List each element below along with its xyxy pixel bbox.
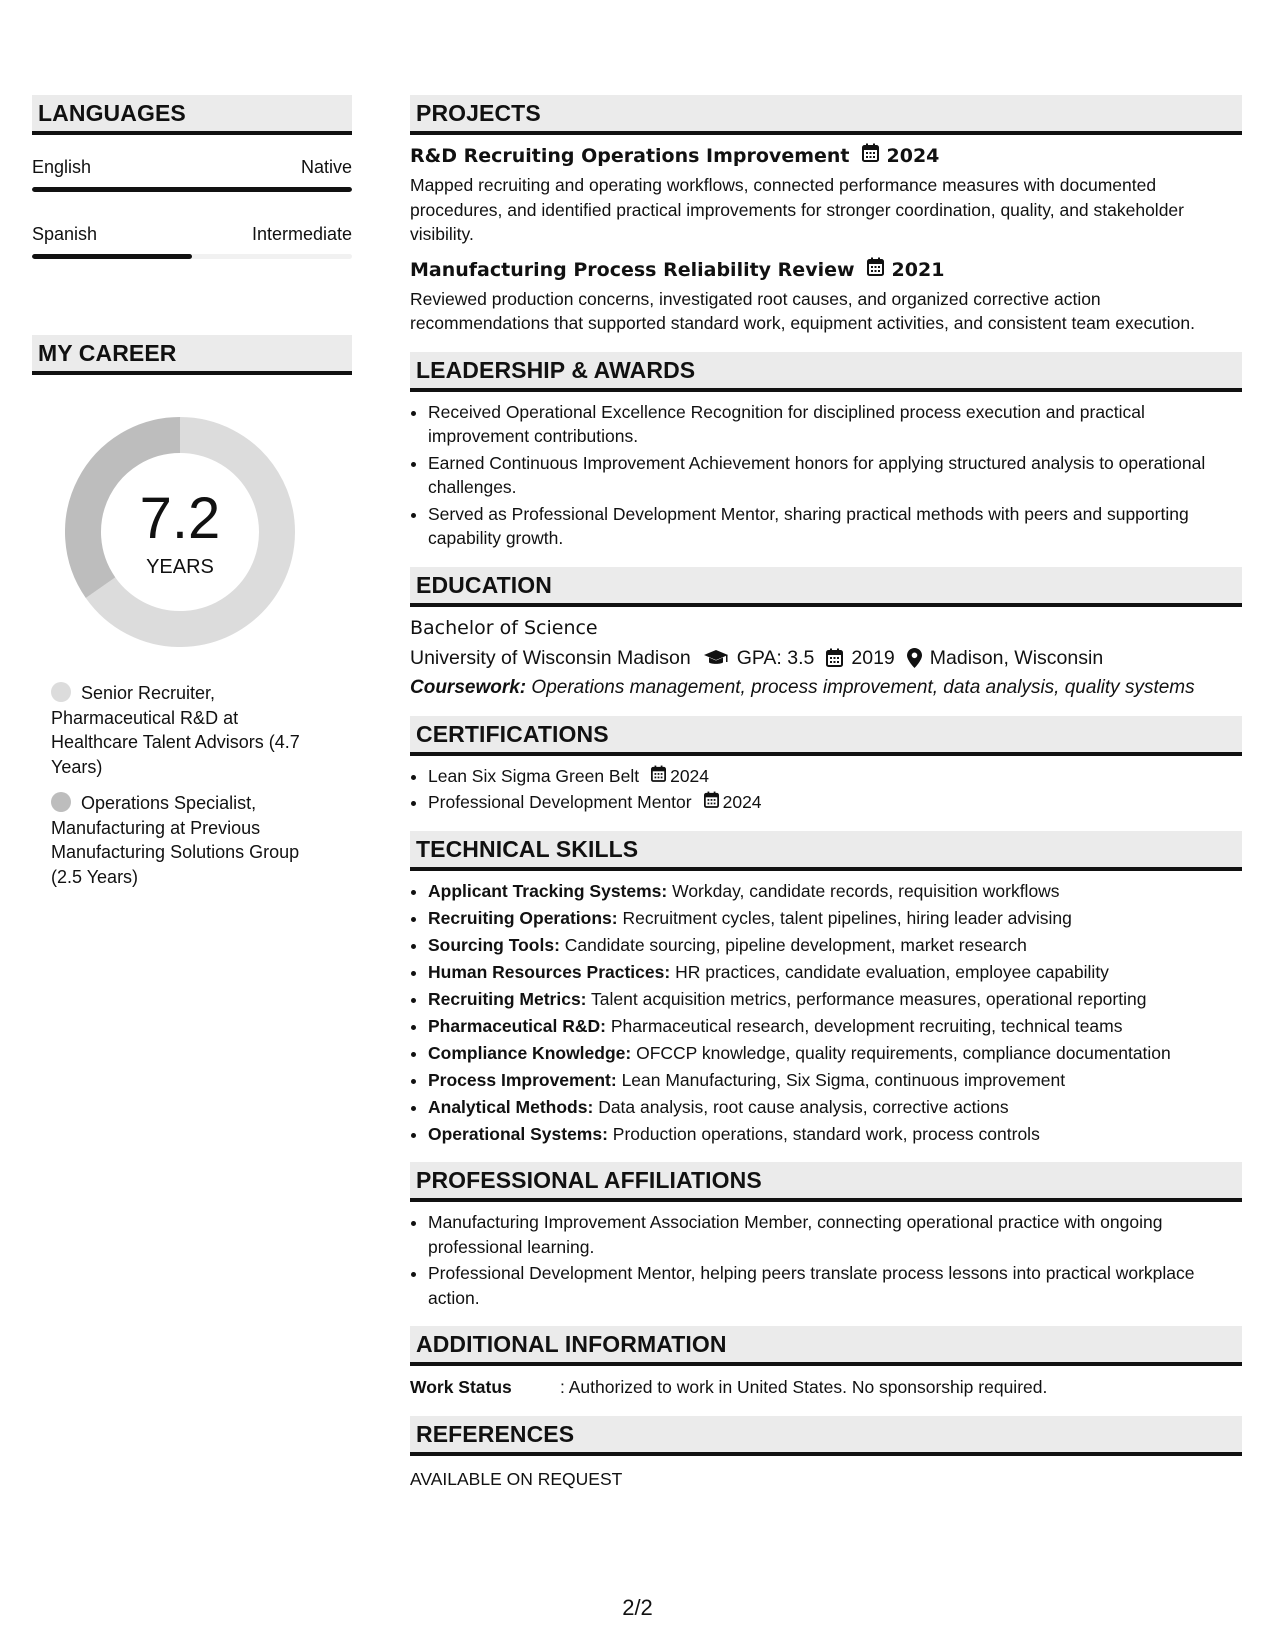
skill-item [428, 1095, 1242, 1120]
skill-item [428, 987, 1242, 1012]
skill-label: Compliance Knowledge: [428, 1042, 632, 1063]
project-item [410, 257, 1242, 336]
language-name: English [32, 157, 92, 177]
skill-item [428, 960, 1242, 985]
location-pin-icon [907, 648, 922, 668]
language-proficiency-fill [32, 254, 192, 259]
education-details [410, 644, 1242, 672]
language-proficiency-bar [32, 187, 352, 192]
skill-label: Human Resources Practices: [428, 961, 671, 982]
certification-year: 2024 [722, 792, 762, 812]
skills-list [410, 879, 1242, 1147]
skill-value: Production operations, standard work, process controls [612, 1123, 1040, 1144]
language-name: Spanish [32, 224, 98, 244]
skill-item [428, 1122, 1242, 1147]
skill-label: Recruiting Metrics: [428, 988, 587, 1009]
project-description: Mapped recruiting and operating workflows, connected performance measures with documented procedures, and identified practical improvements for stronger coordination, quality, and stakeholder visibility. [410, 175, 1184, 244]
calendar-icon [862, 143, 879, 169]
skill-value: OFCCP knowledge, quality requirements, compliance documentation [636, 1042, 1171, 1063]
skill-item [428, 1041, 1242, 1066]
right-column [410, 95, 1242, 1492]
skills-heading: TECHNICAL SKILLS [410, 831, 1242, 871]
skill-value: Workday, candidate records, requisition workflows [672, 880, 1060, 901]
coursework-label: Coursework: [410, 676, 527, 698]
certifications-list [410, 764, 1242, 815]
career-legend-item [51, 791, 321, 889]
list-item: • Manufacturing Improvement Association Member, connecting operational practice with ongoing professional learning. [428, 1210, 1242, 1259]
skill-label: Sourcing Tools: [428, 934, 560, 955]
left-column [32, 95, 352, 901]
skill-value: Lean Manufacturing, Six Sigma, continuous improvement [621, 1069, 1066, 1090]
skill-value: Recruitment cycles, talent pipelines, hiring leader advising [622, 907, 1072, 928]
project-item [410, 143, 1242, 247]
gpa: GPA: 3.5 [736, 646, 815, 669]
references-text: AVAILABLE ON REQUEST [410, 1469, 623, 1489]
skill-label: Operational Systems: [428, 1123, 608, 1144]
certifications-heading: CERTIFICATIONS [410, 716, 1242, 756]
career-role-text: Senior Recruiter, Pharmaceutical R&D at Healthcare Talent Advisors (4.7 Years) [51, 683, 300, 777]
references-heading: REFERENCES [410, 1416, 1242, 1456]
career-legend [32, 681, 352, 889]
calendar-icon [651, 764, 666, 789]
skill-label: Pharmaceutical R&D: [428, 1015, 606, 1036]
projects-heading: PROJECTS [410, 95, 1242, 135]
degree: Bachelor of Science [410, 616, 598, 639]
calendar-icon [704, 790, 719, 815]
project-description: Reviewed production concerns, investigated root causes, and organized corrective action recommendations that supported standard work, equipment activities, and consistent team execution. [410, 288, 1196, 333]
project-year: 2021 [891, 258, 945, 281]
education-heading: EDUCATION [410, 567, 1242, 607]
skill-value: Talent acquisition metrics, performance measures, operational reporting [591, 988, 1147, 1009]
languages-heading: LANGUAGES [32, 95, 352, 135]
skill-value: HR practices, candidate evaluation, employee capability [675, 961, 1109, 982]
skill-item [428, 1068, 1242, 1093]
skill-label: Process Improvement: [428, 1069, 617, 1090]
career-role-text: Operations Specialist, Manufacturing at Previous Manufacturing Solutions Group (2.5 Years) [51, 793, 300, 887]
skill-item [428, 1014, 1242, 1039]
skill-value: Data analysis, root cause analysis, corrective actions [598, 1096, 1009, 1117]
language-proficiency-bar [32, 254, 352, 259]
work-status-label: Work Status [410, 1377, 512, 1397]
affiliations-list [410, 1210, 1242, 1310]
school-location: Madison, Wisconsin [929, 646, 1104, 669]
skill-value: Candidate sourcing, pipeline development, market research [564, 934, 1027, 955]
project-title: Manufacturing Process Reliability Review [410, 258, 855, 281]
career-heading: MY CAREER [32, 335, 352, 375]
career-total-years: 7.2 [139, 486, 221, 551]
calendar-icon [867, 257, 884, 283]
language-proficiency-fill [32, 187, 352, 192]
project-title: R&D Recruiting Operations Improvement [410, 145, 850, 167]
list-item: • Earned Continuous Improvement Achievement honors for applying structured analysis to operational challenges. [428, 451, 1242, 500]
career-donut-chart [65, 417, 295, 647]
skill-label: Analytical Methods: [428, 1096, 594, 1117]
work-status [410, 1374, 1242, 1400]
skill-item [428, 933, 1242, 958]
legend-dot-icon [51, 792, 71, 812]
graduation-year: 2019 [851, 646, 895, 669]
skill-item [428, 906, 1242, 931]
certification-name: • Professional Development Mentor [428, 792, 692, 812]
calendar-icon [826, 648, 843, 667]
skill-value: Pharmaceutical research, development recruiting, technical teams [610, 1015, 1123, 1036]
affiliations-heading: PROFESSIONAL AFFILIATIONS [410, 1162, 1242, 1202]
language-level: Native [300, 157, 352, 177]
list-item: • Professional Development Mentor, helping peers translate process lessons into practical workplace action. [428, 1261, 1242, 1310]
coursework [410, 675, 1242, 700]
school-name: University of Wisconsin Madison [410, 646, 691, 669]
work-status-value: : Authorized to work in United States. No sponsorship required. [560, 1377, 1048, 1397]
leadership-list [410, 400, 1242, 551]
certification-name: • Lean Six Sigma Green Belt [428, 765, 640, 786]
list-item: • Received Operational Excellence Recognition for disciplined process execution and practical improvement contributions. [428, 400, 1242, 449]
skill-item [428, 879, 1242, 904]
list-item: • Served as Professional Development Mentor, sharing practical methods with peers and supporting capability growth. [428, 502, 1242, 551]
project-year: 2024 [886, 145, 940, 167]
list-item [428, 790, 1242, 815]
graduation-cap-icon [703, 649, 729, 667]
leadership-heading: LEADERSHIP & AWARDS [410, 352, 1242, 392]
skill-label: Recruiting Operations: [428, 907, 618, 928]
legend-dot-icon [51, 682, 71, 702]
language-item [32, 155, 352, 192]
career-total-unit: YEARS [146, 556, 214, 578]
language-level: Intermediate [251, 224, 352, 244]
skill-label: Applicant Tracking Systems: [428, 880, 668, 901]
coursework-text: Operations management, process improvement, data analysis, quality systems [531, 676, 1195, 698]
additional-heading: ADDITIONAL INFORMATION [410, 1326, 1242, 1366]
certification-year: 2024 [670, 765, 710, 786]
language-item [32, 222, 352, 259]
career-legend-item [51, 681, 321, 779]
list-item [428, 764, 1242, 789]
page-number: 2/2 [622, 1595, 653, 1620]
